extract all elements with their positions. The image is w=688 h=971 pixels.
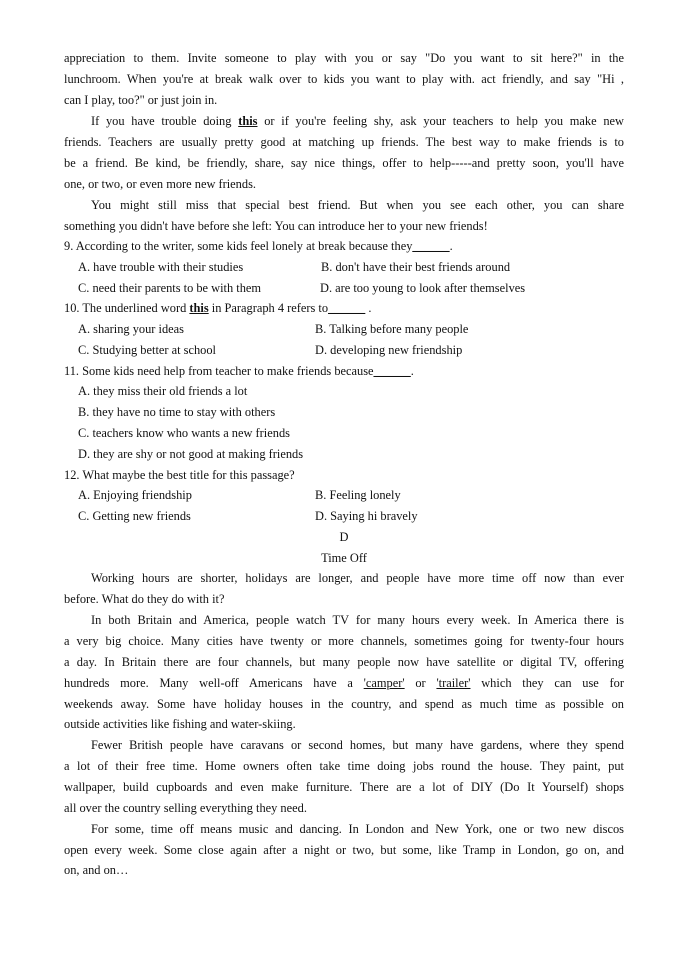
passage-line: friends. Teachers are usually pretty good at matching up friends. The best way to make friends is to (64, 135, 624, 149)
question-11-option-a: A. they miss their old friends a lot (78, 384, 248, 398)
passage-line: You might still miss that special best friend. But when you see each other, you can share (91, 198, 624, 212)
passage-line: appreciation to them. Invite someone to play with you or say "Do you want to sit here?" in the (64, 51, 624, 65)
question-12-stem: 12. What maybe the best title for this passage? (64, 468, 295, 482)
passage-line: wallpaper, build cupboards and even make furniture. There are a lot of DIY (Do It Yourself) shops (64, 780, 624, 794)
passage-line: open every week. Some close again after a night or two, but some, like Tramp in London, go on, and (64, 843, 624, 857)
question-10-option-d: D. developing new friendship (315, 343, 463, 357)
passage-line: before. What do they do with it? (64, 592, 225, 606)
question-12-option-b: B. Feeling lonely (315, 488, 401, 502)
passage-line: a lot of their free time. Home owners often take time doing jobs round the house. They paint, put (64, 759, 624, 773)
passage-line: If you have trouble doing this or if you're feeling shy, ask your teachers to help you make new (91, 114, 624, 128)
question-11-option-d: D. they are shy or not good at making friends (78, 447, 304, 461)
passage-line: on, and on… (64, 863, 129, 877)
passage-line: can I play, too?" or just join in. (64, 93, 218, 107)
question-11-option-b: B. they have no time to stay with others (78, 405, 276, 419)
underlined-word: 'trailer' (436, 676, 471, 690)
underlined-word: 'camper' (363, 676, 405, 690)
question-11-option-c: C. teachers know who wants a new friends (78, 426, 290, 440)
question-12-option-c: C. Getting new friends (78, 509, 191, 523)
question-10-option-b: B. Talking before many people (315, 322, 469, 336)
passage-line: weekends away. Some have holiday houses in the country, and spend as much time as possible on (64, 697, 624, 711)
passage-line: hundreds more. Many well-off Americans have a 'camper' or 'trailer' which they can use for (64, 676, 624, 690)
passage-line: Fewer British people have caravans or second homes, but many have gardens, where they spend (91, 738, 624, 752)
section-letter: D (339, 530, 349, 544)
question-9-stem: 9. According to the writer, some kids feel lonely at break because they______. (64, 239, 453, 253)
passage-title: Time Off (321, 551, 367, 565)
passage-line: For some, time off means music and dancing. In London and New York, one or two new discos (91, 822, 624, 836)
passage-line: In both Britain and America, people watch TV for many hours every week. In America there is (91, 613, 624, 627)
question-12-option-d: D. Saying hi bravely (315, 509, 418, 523)
passage-line: something you didn't have before she left: You can introduce her to your new friends! (64, 219, 488, 233)
passage-line: all over the country selling everything they need. (64, 801, 307, 815)
question-11-stem: 11. Some kids need help from teacher to make friends because______. (64, 364, 414, 378)
question-9-option-b: B. don't have their best friends around (321, 260, 511, 274)
passage-line: be a friend. Be kind, be friendly, share, say nice things, offer to help-----and pretty soon, you'll have (64, 156, 624, 170)
question-9-option-c: C. need their parents to be with them (78, 281, 262, 295)
passage-line: one, or two, or even more new friends. (64, 177, 256, 191)
question-10-stem: 10. The underlined word this in Paragraph 4 refers to______ . (64, 301, 372, 315)
question-10-option-c: C. Studying better at school (78, 343, 217, 357)
question-12-option-a: A. Enjoying friendship (78, 488, 192, 502)
passage-line: Working hours are shorter, holidays are longer, and people have more time off now than ever (91, 571, 624, 585)
passage-line: a very big choice. Many cities have twenty or more channels, sometimes going for twenty-four hours (64, 634, 624, 648)
question-9-option-a: A. have trouble with their studies (78, 260, 244, 274)
underlined-word: this (238, 114, 258, 128)
passage-line: lunchroom. When you're at break walk over to kids you want to play with. act friendly, and say "Hi , (64, 72, 624, 86)
passage-line: a day. In Britain there are four channels, but many people now have satellite or digital TV, offering (64, 655, 624, 669)
question-9-option-d: D. are too young to look after themselves (320, 281, 526, 295)
passage-line: outside activities like fishing and water-skiing. (64, 717, 296, 731)
question-10-option-a: A. sharing your ideas (78, 322, 184, 336)
